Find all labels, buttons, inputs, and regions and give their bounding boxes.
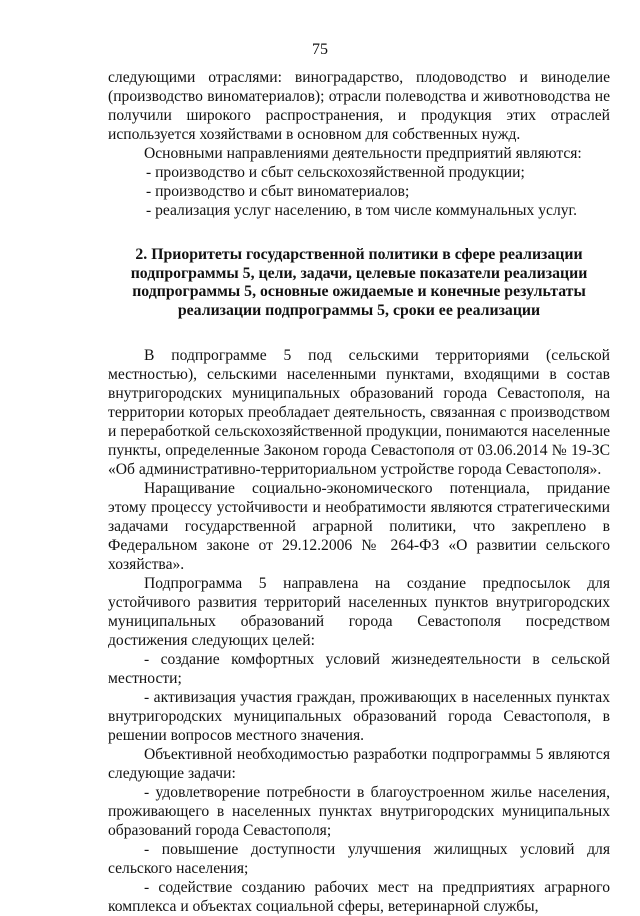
list-item: - содействие созданию рабочих мест на предприятиях аграрного комплекса и объектах социальной сферы, ветеринарной службы, [108,879,610,915]
paragraph: Наращивание социально-экономического потенциала, придание этому процессу устойчивости и необратимости являются стратегическими задачами государственной аграрной политики, что закреплено в Федеральном законе от 29.12.2006 № 264-ФЗ «О развитии сельского хозяйства». [108,480,610,573]
list-item: - производство и сбыт виноматериалов; [146,183,410,200]
list-item: - повышение доступности улучшения жилищных условий для сельского населения; [108,841,610,877]
page-number: 75 [312,41,328,58]
list-item: - реализация услуг населению, в том числе коммунальных услуг. [146,202,578,219]
paragraph: Подпрограмма 5 направлена на создание предпосылок для устойчивого развития территорий населенных пунктов внутригородских муниципальных образований города Севастополя посредством достижения следующих целей: [108,575,610,649]
paragraph: следующими отраслями: виноградарство, плодоводство и виноделие (производство виноматериалов); отрасли полеводства и животноводства не получили широкого распространения, и продукция этих отраслей используется хозяйствами в основном для собственных нужд. [108,69,610,143]
paragraph: Объективной необходимостью разработки подпрограммы 5 являются следующие задачи: [108,746,610,782]
paragraph: Основными направлениями деятельности предприятий являются: [144,145,582,162]
document-body [108,68,610,916]
paragraph: В подпрограмме 5 под сельскими территориями (сельской местностью), сельскими населенными пунктами, входящими в состав внутригородских муниципальных образований города Севастополя, на территории которых преобладает деятельность, связанная с производством и переработкой сельскохозяйственной продукции, понимаются населенные пункты, определенные Законом города Севастополя от 03.06.2014 № 19-ЗС «Об административно-территориальном устройстве города Севастополя». [108,347,610,478]
list-item: - активизация участия граждан, проживающих в населенных пунктах внутригородских муниципальных образований города Севастополя, в решении вопросов местного значения. [108,689,610,744]
section-heading: 2. Приоритеты государственной политики в сфере реализации подпрограммы 5, цели, задачи, целевые показатели реализации подпрограммы 5, основные ожидаемые и конечные результаты реализации подпрограммы 5, сроки ее реализации [130,246,588,319]
list-item: - удовлетворение потребности в благоустроенном жилье населения, проживающего в населенных пунктах внутригородских муниципальных образований города Севастополя; [108,784,610,839]
list-item: - производство и сбыт сельскохозяйственной продукции; [146,164,525,181]
list-item: - создание комфортных условий жизнедеятельности в сельской местности; [108,651,610,687]
